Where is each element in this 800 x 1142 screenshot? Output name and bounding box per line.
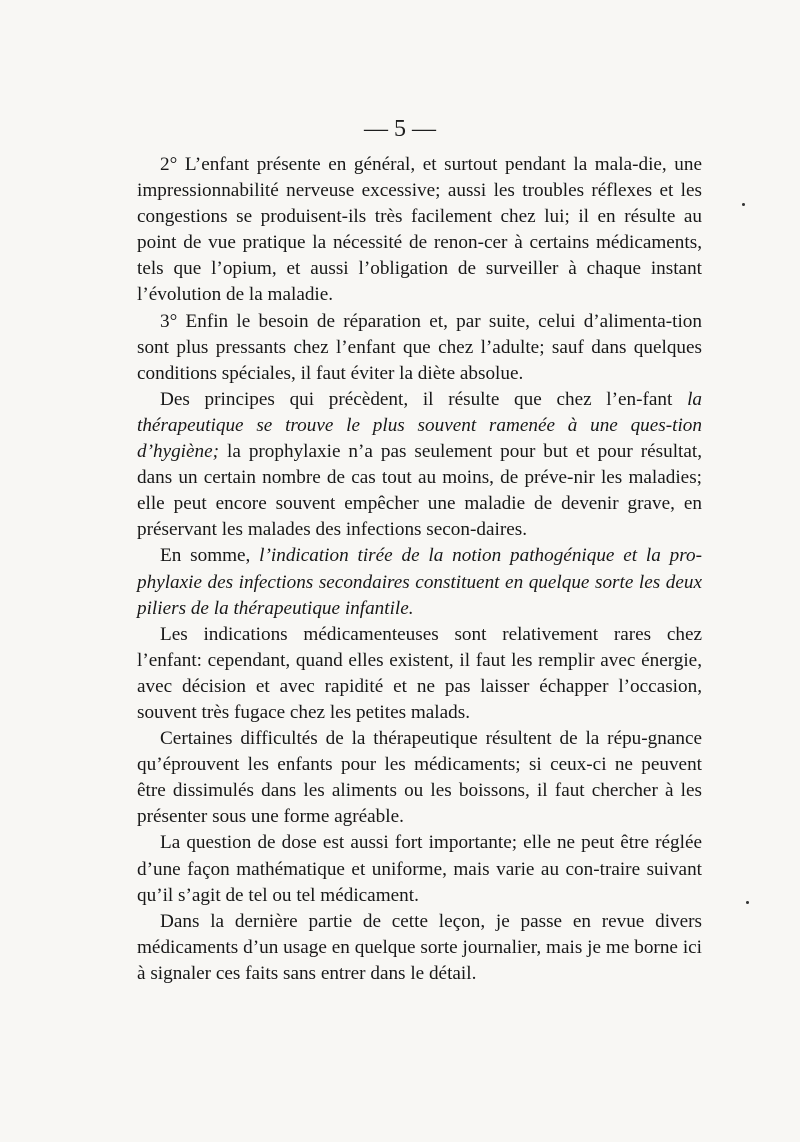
paragraph <box>137 909 702 987</box>
text-run: Des principes qui précèdent, il résulte que chez l’en-fant <box>160 388 688 410</box>
italic-text: l’indication tirée de la notion pathogénique et la pro-phylaxie des infections secondaires constituent en quelque sorte les deux piliers de la thérapeutique infantile. <box>137 545 702 619</box>
paragraph <box>137 830 702 908</box>
italic-text: la thérapeutique se trouve le plus souvent ramenée à une ques-tion d’hygiène; <box>137 388 702 463</box>
paragraph <box>137 543 702 621</box>
text-run: La question de dose est aussi fort importante; elle ne peut être réglée d’une façon mathématique et uniforme, mais varie au con-traire suivant qu’il s’agit de tel ou tel médicament. <box>137 832 702 906</box>
page-number: — 5 — <box>364 116 436 142</box>
text-run: Certaines difficultés de la thérapeutique résultent de la répu-gnance qu’éprouvent les enfants pour les médicaments; si ceux-ci ne peuvent être dissimulés dans les aliments ou les boissons, il faut chercher à les présenter sous une forme agréable. <box>137 728 702 828</box>
paragraph <box>137 152 702 309</box>
text-run: Les indications médicamenteuses sont relativement rares chez l’enfant: cependant, quand elles existent, il faut les remplir avec énergie, avec décision et avec rapidité et ne pas laisser échapper l’occasion, souvent très fugace chez les petites malads. <box>137 623 702 723</box>
print-speck <box>746 901 749 904</box>
paragraph <box>137 622 702 726</box>
text-run: 2° L’enfant présente en général, et surtout pendant la mala-die, une impressionnabilité nerveuse excessive; aussi les troubles réflexes et les congestions se produisent-ils très facilement chez lui; il en résulte au point de vue pratique la nécessité de renon-cer à certains médicaments, tels que l’opium, et aussi l’obligation de surveiller à chaque instant l’évolution de la maladie. <box>137 154 702 306</box>
text-run: Dans la dernière partie de cette leçon, je passe en revue divers médicaments d’un usage en quelque sorte journalier, mais je me borne ici à signaler ces faits sans entrer dans le détail. <box>137 910 702 984</box>
text-run: la prophylaxie n’a pas seulement pour but et pour résultat, dans un certain nombre de cas tout au moins, de préve-nir les maladies; elle peut encore souvent empêcher une maladie de devenir grave, en préservant les malades des infections secon-daires. <box>137 441 702 541</box>
text-run: 3° Enfin le besoin de réparation et, par suite, celui d’alimenta-tion sont plus pressants chez l’enfant que chez l’adulte; sauf dans quelques conditions spéciales, il faut éviter la diète absolue. <box>137 310 702 384</box>
paragraph <box>137 387 702 544</box>
print-speck <box>742 203 745 206</box>
paragraph <box>137 726 702 830</box>
paragraph <box>137 309 702 387</box>
text-run: En somme, <box>160 545 260 567</box>
body-text <box>137 152 702 987</box>
